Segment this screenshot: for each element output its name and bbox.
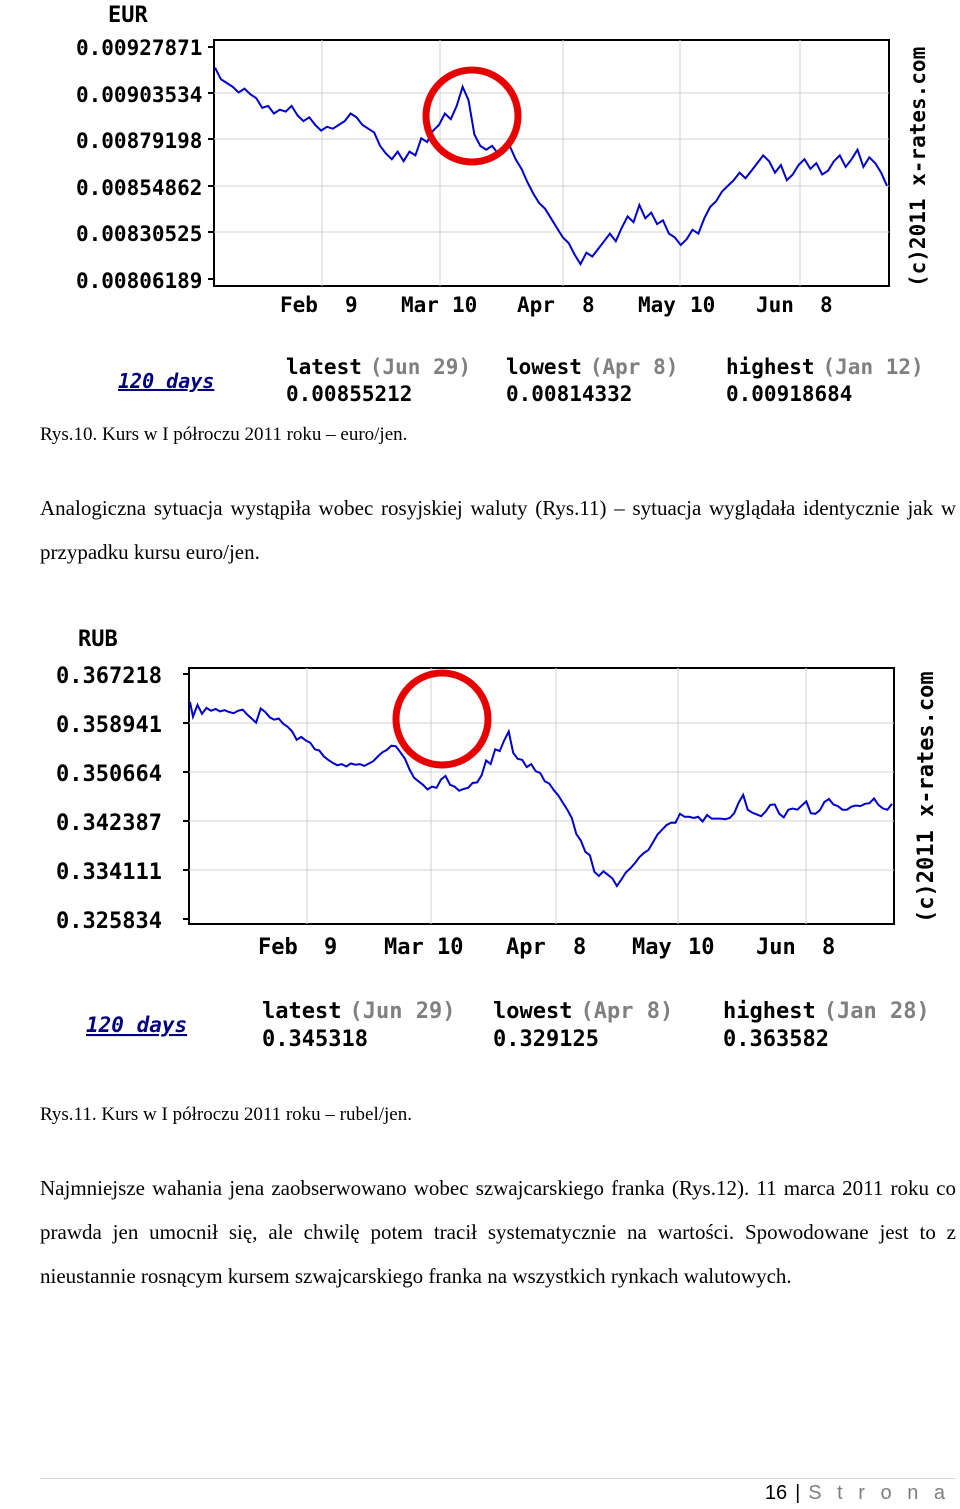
eur-xtick-10a: 10 (452, 293, 478, 317)
eur-xtick-feb: Feb (280, 293, 318, 317)
rub-xtick-feb: Feb (258, 935, 298, 960)
rub-highest-label: highest (Jan 28) (723, 999, 930, 1024)
eur-chart (0, 0, 960, 420)
eur-xtick-8b: 8 (820, 293, 833, 317)
eur-xtick-jun: Jun (756, 293, 794, 317)
rub-ytick-4: 0.334111 (56, 860, 162, 885)
rub-ytick-5: 0.325834 (56, 909, 162, 934)
eur-lowest-value: 0.00814332 (506, 382, 633, 406)
eur-ytick-3: 0.00854862 (76, 176, 203, 200)
eur-figure-caption: Rys.10. Kurs w I półroczu 2011 roku – euro/jen. (40, 424, 408, 445)
rub-highest-value: 0.363582 (723, 1027, 829, 1052)
eur-latest-value: 0.00855212 (286, 382, 413, 406)
eur-y-tick-labels (76, 36, 202, 293)
eur-range-link[interactable]: 120 days (118, 369, 215, 393)
eur-lowest-label: lowest (Apr 8) (506, 355, 679, 379)
eur-xtick-mar: Mar (401, 293, 439, 317)
rub-xtick-8a: 8 (573, 935, 587, 960)
rub-xtick-10b: 10 (688, 935, 715, 960)
page-number: 16 (764, 1482, 788, 1504)
footer-divider (40, 1478, 956, 1479)
rub-figure-caption: Rys.11. Kurs w I półroczu 2011 roku – rubel/jen. (40, 1104, 412, 1125)
eur-copyright: (c)2011 x-rates.com (906, 46, 930, 287)
eur-xtick-apr: Apr (517, 293, 555, 317)
eur-xtick-may: May (638, 293, 676, 317)
rub-xtick-10a: 10 (437, 935, 464, 960)
eur-ytick-2: 0.00879198 (76, 129, 203, 153)
page-footer (765, 1482, 950, 1505)
rub-xtick-jun: Jun (756, 935, 796, 960)
rub-xtick-8b: 8 (822, 935, 836, 960)
rub-y-tick-labels (56, 664, 162, 934)
footer-label: S t r o n a (808, 1482, 950, 1504)
rub-xtick-may: May (632, 935, 672, 960)
rub-chart-figure (0, 618, 960, 1058)
eur-chart-figure (0, 0, 960, 420)
eur-ytick-1: 0.00903534 (76, 83, 203, 107)
eur-ytick-5: 0.00806189 (76, 269, 203, 293)
eur-highest-label: highest (Jan 12) (726, 355, 924, 379)
rub-plot-area (189, 668, 894, 924)
rub-xtick-9: 9 (324, 935, 338, 960)
rub-range-link[interactable]: 120 days (86, 1013, 188, 1037)
rub-lowest-value: 0.329125 (493, 1027, 599, 1052)
eur-plot-area (214, 40, 889, 286)
rub-x-tick-labels (258, 935, 835, 960)
rub-xtick-apr: Apr (506, 935, 546, 960)
paragraph-2: Najmniejsze wahania jena zaobserwowano wobec szwajcarskiego franka (Rys.12). 11 marca 2011 roku co prawda jen umocnił się, ale chwilę potem tracił systematycznie na wartości. Spowodowane jest to z nieustannie rosnącym kursem szwajcarskiego franka na wszystkich rynkach walutowych. (40, 1176, 956, 1288)
eur-x-tick-labels (280, 293, 833, 317)
rub-ytick-2: 0.350664 (56, 762, 162, 787)
eur-ytick-0: 0.00927871 (76, 36, 203, 60)
eur-xtick-8a: 8 (582, 293, 595, 317)
rub-latest-value: 0.345318 (262, 1027, 368, 1052)
eur-xtick-9: 9 (345, 293, 358, 317)
eur-chart-title: EUR (108, 3, 148, 28)
rub-chart (0, 618, 960, 1058)
footer-separator: | (795, 1482, 801, 1504)
rub-latest-label: latest (Jun 29) (262, 999, 456, 1024)
eur-ytick-4: 0.00830525 (76, 222, 203, 246)
rub-chart-title: RUB (78, 627, 118, 652)
eur-xtick-10b: 10 (690, 293, 716, 317)
rub-ytick-0: 0.367218 (56, 664, 162, 689)
rub-ytick-3: 0.342387 (56, 811, 162, 836)
rub-xtick-mar: Mar (384, 935, 424, 960)
rub-copyright: (c)2011 x-rates.com (914, 671, 939, 923)
rub-lowest-label: lowest (Apr 8) (493, 999, 674, 1024)
rub-ytick-1: 0.358941 (56, 713, 162, 738)
eur-latest-label: latest (Jun 29) (286, 355, 472, 379)
eur-highest-value: 0.00918684 (726, 382, 853, 406)
paragraph-1: Analogiczna sytuacja wystąpiła wobec rosyjskiej waluty (Rys.11) – sytuacja wyglądała identycznie jak w przypadku kursu euro/jen. (40, 496, 956, 564)
